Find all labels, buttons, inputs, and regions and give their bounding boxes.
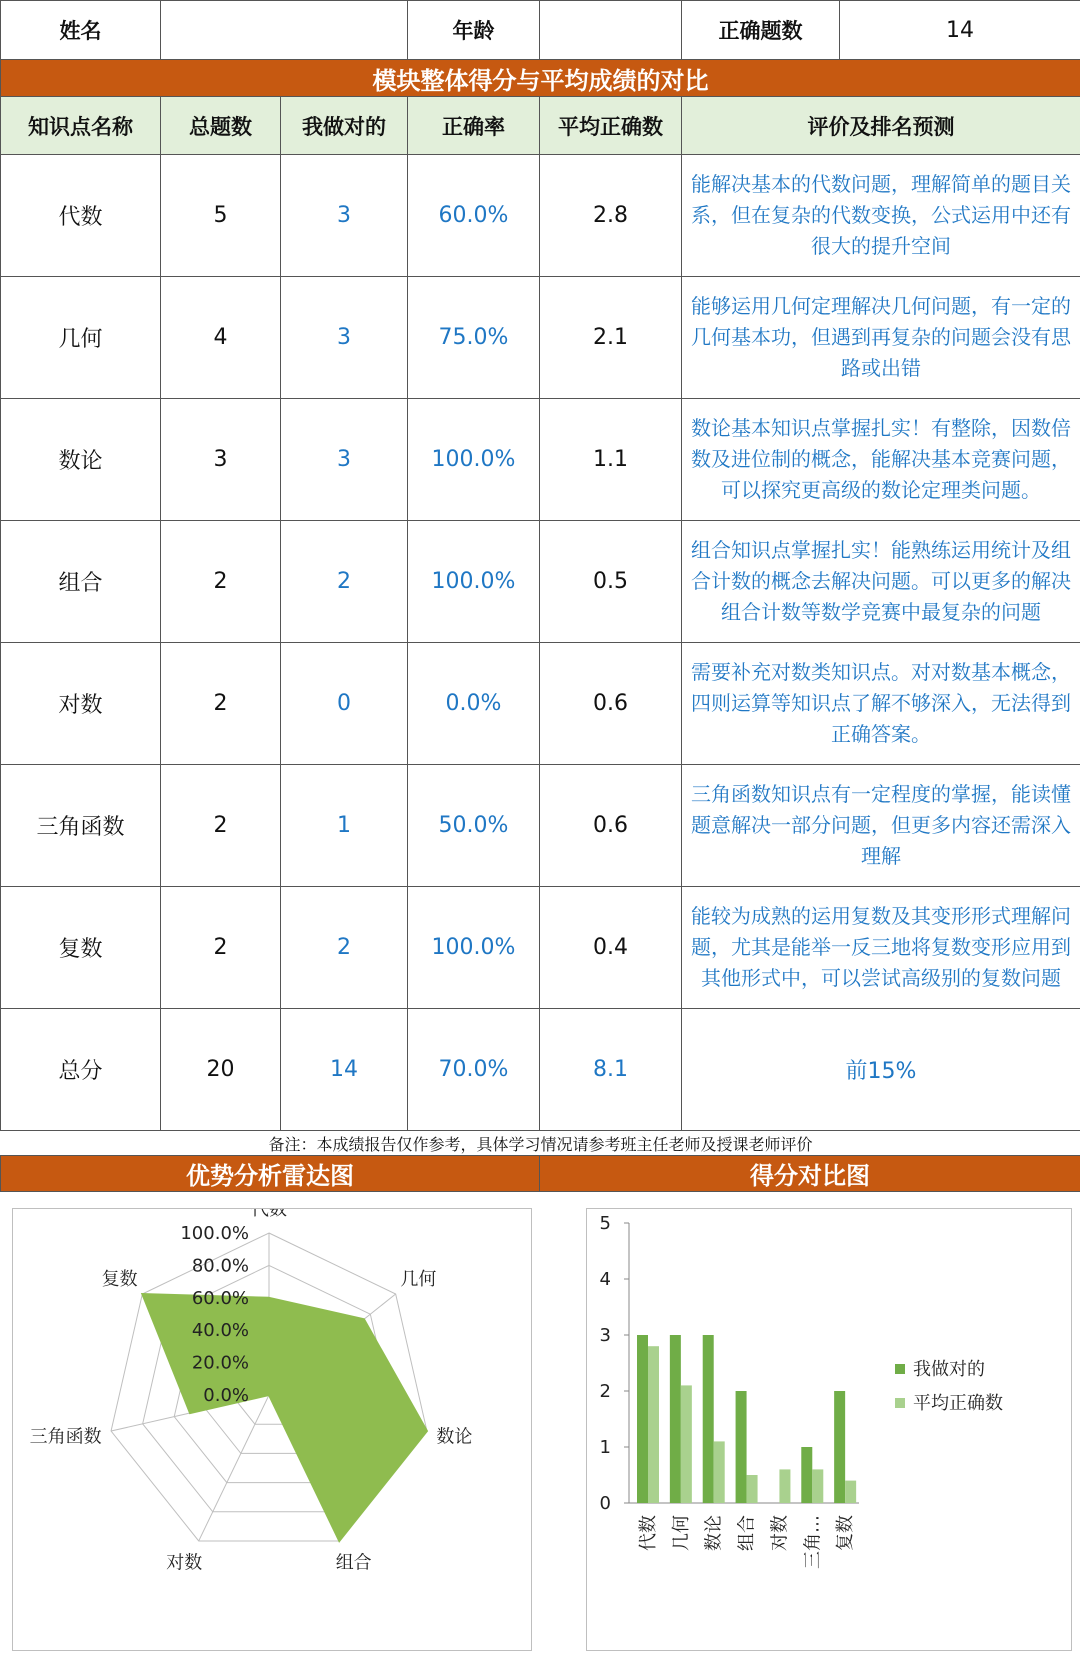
legend-swatch	[895, 1398, 905, 1408]
table-row	[1, 155, 1080, 277]
radar-series-area	[142, 1294, 427, 1541]
radar-tick-label: 80.0%	[191, 1255, 249, 1277]
row-avg: 1.1	[540, 399, 682, 521]
bar-avg	[747, 1475, 758, 1503]
table-row	[1, 277, 1080, 399]
row-eval: 能够运用几何定理解决几何问题，有一定的几何基本功，但遇到再复杂的问题会没有思路或出错	[682, 277, 1080, 399]
row-total: 3	[161, 399, 281, 521]
info-row	[1, 1, 1080, 60]
bar-mine	[834, 1391, 845, 1503]
row-mine: 3	[281, 277, 408, 399]
bar-y-tick-label: 2	[599, 1381, 611, 1402]
row-total: 4	[161, 277, 281, 399]
correct-count-value: 14	[840, 1, 1080, 60]
col-header-total: 总题数	[161, 97, 281, 155]
legend-swatch	[895, 1364, 905, 1374]
bar-x-tick-label: 对数	[769, 1515, 791, 1551]
bar-avg	[714, 1441, 725, 1503]
bar-y-tick-label: 0	[599, 1493, 611, 1514]
bar-y-tick-label: 3	[599, 1325, 611, 1346]
radar-tick-label: 0.0%	[203, 1385, 249, 1406]
row-name: 三角函数	[1, 765, 161, 887]
row-rate: 50.0%	[408, 765, 540, 887]
bar-x-tick-label: 三角…	[802, 1515, 824, 1569]
legend-label: 平均正确数	[913, 1393, 1003, 1414]
total-row-label: 总分	[1, 1009, 161, 1131]
total-row-avg: 8.1	[540, 1009, 682, 1131]
radar-category-label: 三角函数	[29, 1426, 102, 1448]
row-mine: 3	[281, 155, 408, 277]
table-row	[1, 643, 1080, 765]
radar-category-label: 对数	[166, 1552, 203, 1574]
row-rate: 100.0%	[408, 887, 540, 1009]
total-row-mine: 14	[281, 1009, 408, 1131]
table-body	[1, 155, 1080, 1009]
radar-spoke	[199, 1395, 269, 1541]
column-header-row	[1, 97, 1080, 155]
row-avg: 2.1	[540, 277, 682, 399]
bar-avg	[845, 1481, 856, 1503]
bar-x-tick-label: 复数	[835, 1515, 857, 1551]
radar-tick-label: 20.0%	[191, 1352, 249, 1374]
radar-chart-panel	[12, 1208, 532, 1651]
row-name: 组合	[1, 521, 161, 643]
row-total: 2	[161, 643, 281, 765]
bar-y-tick-label: 5	[599, 1213, 611, 1234]
row-eval: 数论基本知识点掌握扎实！有整除，因数倍数及进位制的概念，能解决基本竞赛问题，可以探究更高级的数论定理类问题。	[682, 399, 1080, 521]
bar-mine	[670, 1335, 681, 1503]
radar-category-label: 代数	[251, 1209, 287, 1220]
total-row-rate: 70.0%	[408, 1009, 540, 1131]
row-mine: 3	[281, 399, 408, 521]
radar-category-label: 几何	[400, 1269, 437, 1291]
name-value[interactable]	[161, 1, 408, 60]
col-header-eval: 评价及排名预测	[682, 97, 1080, 155]
radar-category-label: 组合	[335, 1552, 372, 1574]
bar-mine	[703, 1335, 714, 1503]
bar-y-tick-label: 4	[599, 1269, 611, 1290]
radar-tick-label: 100.0%	[180, 1223, 249, 1244]
row-rate: 75.0%	[408, 277, 540, 399]
bar-avg	[648, 1346, 659, 1503]
row-avg: 0.6	[540, 643, 682, 765]
radar-category-label: 复数	[101, 1269, 138, 1291]
row-eval: 需要补充对数类知识点。对对数基本概念，四则运算等知识点了解不够深入，无法得到正确答案。	[682, 643, 1080, 765]
bar-avg	[779, 1469, 790, 1503]
row-mine: 1	[281, 765, 408, 887]
row-name: 对数	[1, 643, 161, 765]
table-row	[1, 887, 1080, 1009]
bar-mine	[637, 1335, 648, 1503]
row-eval: 组合知识点掌握扎实！能熟练运用统计及组合计数的概念去解决问题。可以更多的解决组合计数等数学竞赛中最复杂的问题	[682, 521, 1080, 643]
row-rate: 0.0%	[408, 643, 540, 765]
bar-mine	[801, 1447, 812, 1503]
row-rate: 60.0%	[408, 155, 540, 277]
table-row	[1, 399, 1080, 521]
age-label: 年龄	[408, 1, 540, 60]
row-total: 2	[161, 765, 281, 887]
row-name: 代数	[1, 155, 161, 277]
row-total: 2	[161, 887, 281, 1009]
row-eval: 能解决基本的代数问题，理解简单的题目关系，但在复杂的代数变换，公式运用中还有很大的提升空间	[682, 155, 1080, 277]
table-row	[1, 521, 1080, 643]
bar-chart	[587, 1209, 1071, 1650]
note-text: 备注：本成绩报告仅作参考，具体学习情况请参考班主任老师及授课老师评价	[1, 1131, 1080, 1156]
row-mine: 2	[281, 521, 408, 643]
bar-x-tick-label: 组合	[736, 1515, 758, 1551]
total-row	[1, 1009, 1080, 1131]
row-avg: 0.4	[540, 887, 682, 1009]
bar-x-tick-label: 数论	[703, 1515, 725, 1551]
bar-avg	[681, 1385, 692, 1503]
total-row-total: 20	[161, 1009, 281, 1131]
row-avg: 0.5	[540, 521, 682, 643]
row-name: 数论	[1, 399, 161, 521]
row-total: 2	[161, 521, 281, 643]
row-mine: 2	[281, 887, 408, 1009]
correct-count-label: 正确题数	[682, 1, 840, 60]
row-mine: 0	[281, 643, 408, 765]
name-label: 姓名	[1, 1, 161, 60]
bar-avg	[812, 1469, 823, 1503]
section-title: 模块整体得分与平均成绩的对比	[1, 60, 1080, 97]
bar-mine	[736, 1391, 747, 1503]
row-rate: 100.0%	[408, 399, 540, 521]
col-header-name: 知识点名称	[1, 97, 161, 155]
row-eval: 三角函数知识点有一定程度的掌握，能读懂题意解决一部分问题，但更多内容还需深入理解	[682, 765, 1080, 887]
bar-chart-panel	[586, 1208, 1072, 1651]
bar-y-tick-label: 1	[599, 1437, 611, 1458]
row-total: 5	[161, 155, 281, 277]
bar-title: 得分对比图	[540, 1156, 1080, 1192]
total-row-rank: 前15%	[682, 1009, 1080, 1131]
col-header-rate: 正确率	[408, 97, 540, 155]
legend-label: 我做对的	[913, 1359, 985, 1380]
col-header-avg: 平均正确数	[540, 97, 682, 155]
radar-tick-label: 60.0%	[191, 1287, 249, 1309]
bar-x-tick-label: 几何	[670, 1515, 692, 1551]
row-avg: 0.6	[540, 765, 682, 887]
table-row	[1, 765, 1080, 887]
radar-chart	[13, 1209, 531, 1650]
row-avg: 2.8	[540, 155, 682, 277]
radar-tick-label: 40.0%	[191, 1320, 249, 1342]
radar-category-label: 数论	[436, 1426, 473, 1448]
row-name: 复数	[1, 887, 161, 1009]
col-header-mine: 我做对的	[281, 97, 408, 155]
row-name: 几何	[1, 277, 161, 399]
age-value[interactable]	[540, 1, 682, 60]
row-rate: 100.0%	[408, 521, 540, 643]
row-eval: 能较为成熟的运用复数及其变形形式理解问题，尤其是能举一反三地将复数变形应用到其他形式中，可以尝试高级别的复数问题	[682, 887, 1080, 1009]
radar-title: 优势分析雷达图	[1, 1156, 540, 1192]
bar-x-tick-label: 代数	[638, 1515, 659, 1551]
